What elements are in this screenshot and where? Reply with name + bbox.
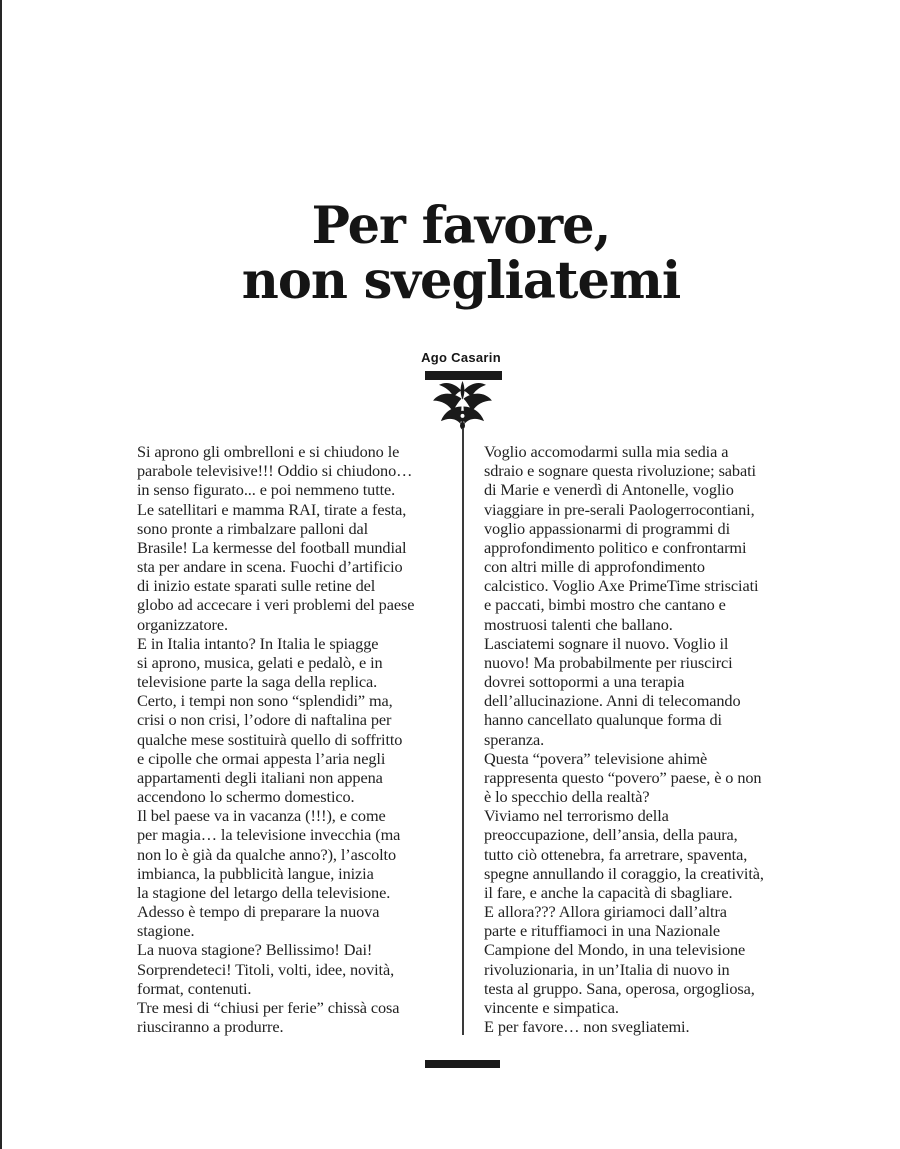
body-text-line: Questa “povera” televisione ahimè bbox=[484, 748, 708, 768]
body-text-line: il fare, e anche la capacità di sbagliare. bbox=[484, 882, 733, 902]
body-text-line: in senso figurato... e poi nemmeno tutte. bbox=[137, 480, 396, 500]
page-scan-edge bbox=[0, 0, 2, 1149]
body-text-line: crisi o non crisi, l’odore di naftalina per bbox=[137, 710, 392, 730]
body-text-line: format, contenuti. bbox=[137, 978, 252, 998]
body-text-line: E allora??? Allora giriamoci dall’altra bbox=[484, 902, 727, 922]
body-text-line: stagione. bbox=[137, 921, 195, 941]
body-text-line: la stagione del letargo della televisione. bbox=[137, 882, 391, 902]
body-text-line: dell’allucinazione. Anni di telecomando bbox=[484, 691, 741, 711]
body-text-line: di inizio estate sparati sulle retine del bbox=[137, 576, 376, 596]
body-text-line: Si aprono gli ombrelloni e si chiudono le bbox=[137, 442, 400, 461]
body-text-line: sdraio e sognare questa rivoluzione; sabati bbox=[484, 461, 756, 481]
body-text-line: e paccati, bimbi mostro che cantano e bbox=[484, 595, 726, 615]
body-text-line: sta per andare in scena. Fuochi d’artificio bbox=[137, 557, 403, 577]
body-text-line: non lo è già da qualche anno?), l’ascolto bbox=[137, 844, 397, 864]
body-text-line: Viviamo nel terrorismo della bbox=[484, 806, 669, 826]
body-text-line: hanno cancellato qualunque forma di bbox=[484, 710, 722, 730]
body-text-line: Il bel paese va in vacanza (!!!), e come bbox=[137, 806, 386, 826]
body-text-line: rivoluzionaria, in un’Italia di nuovo in bbox=[484, 959, 730, 979]
body-text-line: Certo, i tempi non sono “splendidi” ma, bbox=[137, 691, 393, 711]
body-text-line: è lo specchio della realtà? bbox=[484, 787, 650, 807]
body-text-line: parte e rituffiamoci in una Nazionale bbox=[484, 921, 721, 941]
author-name: Ago Casarin bbox=[421, 350, 501, 365]
body-text-line: Le satellitari e mamma RAI, tirate a festa, bbox=[137, 499, 407, 519]
article-column-left bbox=[137, 442, 452, 1036]
body-text-line: La nuova stagione? Bellissimo! Dai! bbox=[137, 940, 373, 960]
body-text-line: calcistico. Voglio Axe PrimeTime strisciati bbox=[484, 576, 759, 596]
body-text-line: testa al gruppo. Sana, operosa, orgogliosa, bbox=[484, 978, 755, 998]
body-text-line: spegne annullando il coraggio, la creatività, bbox=[484, 863, 764, 883]
body-text-line: approfondimento politico e confrontarmi bbox=[484, 537, 747, 557]
body-text-line: appartamenti degli italiani non appena bbox=[137, 767, 383, 787]
body-text-line: televisione parte la saga della replica. bbox=[137, 672, 378, 692]
body-text-line: viaggiare in pre-serali Paologerrocontiani, bbox=[484, 499, 755, 519]
body-text-line: E in Italia intanto? In Italia le spiagge bbox=[137, 633, 379, 653]
body-text-line: nuovo! Ma probabilmente per riuscirci bbox=[484, 652, 733, 672]
body-text-line: Brasile! La kermesse del football mundial bbox=[137, 537, 407, 557]
body-text-line: rappresenta questo “povero” paese, è o non bbox=[484, 767, 762, 787]
column-divider-rule bbox=[462, 428, 464, 1035]
body-text-line: dovrei sottopormi a una terapia bbox=[484, 672, 685, 692]
body-text-line: di Marie e venerdì di Antonelle, voglio bbox=[484, 480, 734, 500]
article-title-line-1: Per favore, bbox=[311, 196, 611, 256]
body-text-line: speranza. bbox=[484, 729, 545, 749]
article-title bbox=[111, 196, 811, 311]
body-text-line: Adesso è tempo di preparare la nuova bbox=[137, 902, 380, 922]
body-text-line: Voglio accomodarmi sulla mia sedia a bbox=[484, 442, 729, 461]
body-text-line: Lasciatemi sognare il nuovo. Voglio il bbox=[484, 633, 729, 653]
body-text-line: sono pronte a rimbalzare palloni dal bbox=[137, 518, 369, 538]
body-text-line: mostruosi talenti che ballano. bbox=[484, 614, 673, 634]
body-text-line: accendono lo schermo domestico. bbox=[137, 787, 355, 807]
article-column-right bbox=[484, 442, 814, 1036]
end-of-article-tailpiece bbox=[425, 1060, 500, 1068]
body-text-line: Sorprendeteci! Titoli, volti, idee, novità, bbox=[137, 959, 395, 979]
body-text-line: con altri mille di approfondimento bbox=[484, 557, 705, 577]
body-text-line: organizzatore. bbox=[137, 614, 228, 634]
body-text-line: si aprono, musica, gelati e pedalò, e in bbox=[137, 652, 383, 672]
body-text-line: voglio appassionarmi di programmi di bbox=[484, 518, 731, 538]
byline-rule bbox=[425, 371, 502, 380]
body-text-line: globo ad accecare i veri problemi del paese bbox=[137, 595, 415, 615]
body-text-line: tutto ciò ottenebra, fa arretrare, spaventa, bbox=[484, 844, 748, 864]
body-text-line: Campione del Mondo, in una televisione bbox=[484, 940, 746, 960]
body-text-line: vincente e simpatica. bbox=[484, 997, 619, 1017]
body-text-line: parabole televisive!!! Oddio si chiudono… bbox=[137, 461, 413, 481]
fleuron-flourish-icon bbox=[430, 381, 495, 430]
body-text-line: preoccupazione, dell’ansia, della paura, bbox=[484, 825, 738, 845]
article-title-line-2: non svegliatemi bbox=[241, 251, 681, 311]
body-text-line: per magia… la televisione invecchia (ma bbox=[137, 825, 401, 845]
body-text-line: E per favore… non svegliatemi. bbox=[484, 1017, 690, 1037]
body-text-line: Tre mesi di “chiusi per ferie” chissà cosa bbox=[137, 997, 400, 1017]
body-text-line: e cipolle che ormai appesta l’aria negli bbox=[137, 748, 386, 768]
body-text-line: imbianca, la pubblicità langue, inizia bbox=[137, 863, 374, 883]
body-text-line: riusciranno a produrre. bbox=[137, 1017, 284, 1037]
body-text-line: qualche mese sostituirà quello di soffritto bbox=[137, 729, 403, 749]
